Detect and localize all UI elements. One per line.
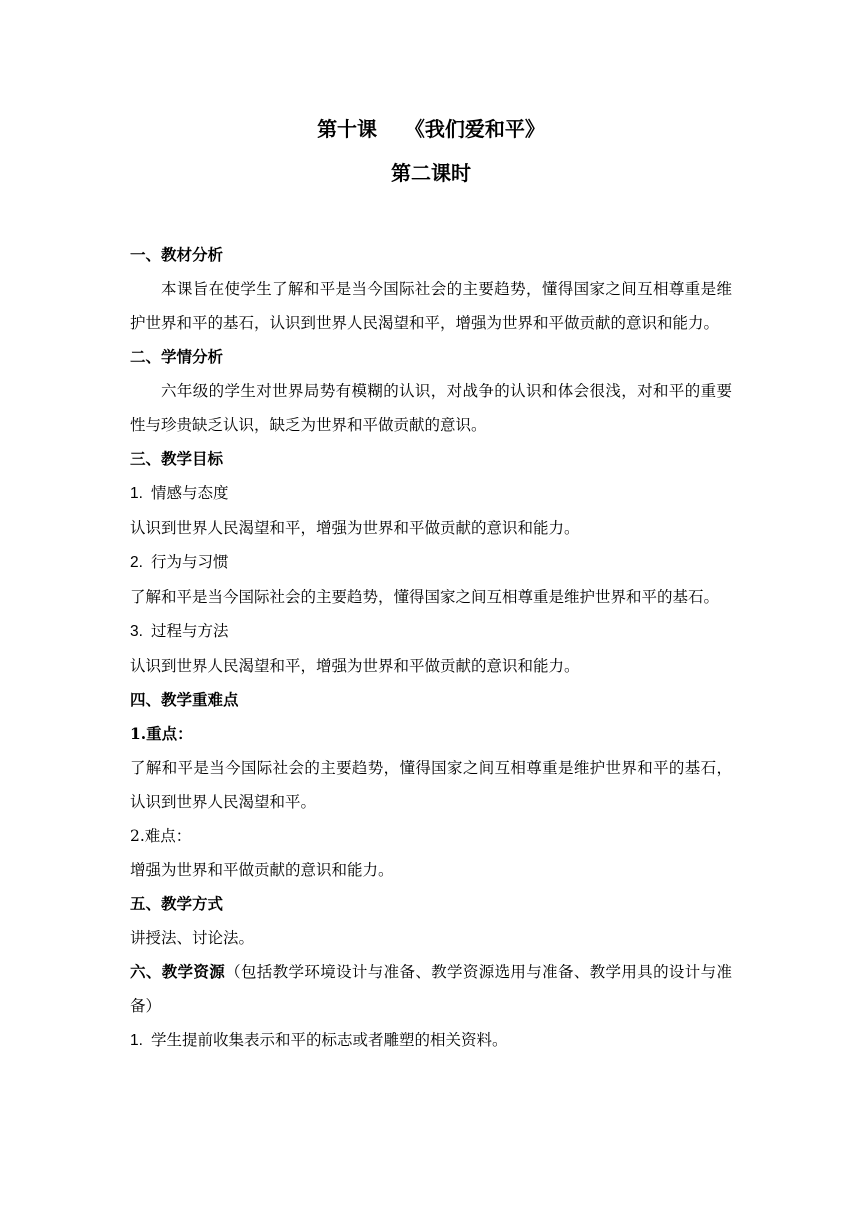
objective-body-3: 认识到世界人民渴望和平，增强为世界和平做贡献的意识和能力。 <box>130 657 580 675</box>
objective-number: 3. <box>130 623 143 640</box>
document-title: 第十课 《我们爱和平》 <box>317 117 545 141</box>
key-point-body: 了解和平是当今国际社会的主要趋势，懂得国家之间互相尊重是维护世界和平的基石，认识到世界人民渴望和平。 <box>130 759 732 811</box>
section-heading-textbook-analysis: 一、教材分析 <box>130 245 224 264</box>
section-heading-teaching-objectives: 三、教学目标 <box>130 449 224 468</box>
section-heading-teaching-resources <box>130 955 732 1023</box>
objective-label-1 <box>130 476 732 511</box>
difficult-point-label: 2.难点： <box>130 827 192 845</box>
difficult-point-body: 增强为世界和平做贡献的意识和能力。 <box>130 861 394 879</box>
section-heading-student-analysis: 二、学情分析 <box>130 347 224 366</box>
document-subtitle: 第二课时 <box>391 161 471 185</box>
objective-number: 1. <box>130 485 143 502</box>
objective-label-text: 过程与方法 <box>150 622 229 640</box>
objective-label-2 <box>130 545 732 580</box>
resource-item-1 <box>130 1023 732 1058</box>
section-body-student-analysis: 六年级的学生对世界局势有模糊的认识，对战争的认识和体会很浅，对和平的重要性与珍贵缺乏认识，缺乏为世界和平做贡献的意识。 <box>130 382 732 434</box>
document-content <box>130 112 732 1058</box>
objective-label-3 <box>130 614 732 649</box>
objective-number: 2. <box>130 554 143 571</box>
section-body-textbook-analysis: 本课旨在使学生了解和平是当今国际社会的主要趋势，懂得国家之间互相尊重是维护世界和平的基石，认识到世界人民渴望和平，增强为世界和平做贡献的意识和能力。 <box>130 280 732 332</box>
resource-text: 学生提前收集表示和平的标志或者雕塑的相关资料。 <box>150 1031 508 1049</box>
objective-body-2: 了解和平是当今国际社会的主要趋势，懂得国家之间互相尊重是维护世界和平的基石。 <box>130 588 720 606</box>
objective-body-1: 认识到世界人民渴望和平，增强为世界和平做贡献的意识和能力。 <box>130 519 580 537</box>
resource-number: 1. <box>130 1032 143 1049</box>
section-body-teaching-methods: 讲授法、讨论法。 <box>130 929 255 947</box>
objective-label-text: 情感与态度 <box>150 484 229 502</box>
section-heading-teaching-methods: 五、教学方式 <box>130 894 224 913</box>
section-heading-key-difficult-points: 四、教学重难点 <box>130 690 239 709</box>
key-point-label: 1.重点： <box>130 724 193 743</box>
spacer <box>130 190 732 238</box>
objective-label-text: 行为与习惯 <box>150 553 229 571</box>
section-heading-note: （包括教学环境设计与准备、教学资源选用与准备、教学用具的设计与准备） <box>130 963 732 1015</box>
section-heading-text: 六、教学资源 <box>130 962 226 981</box>
